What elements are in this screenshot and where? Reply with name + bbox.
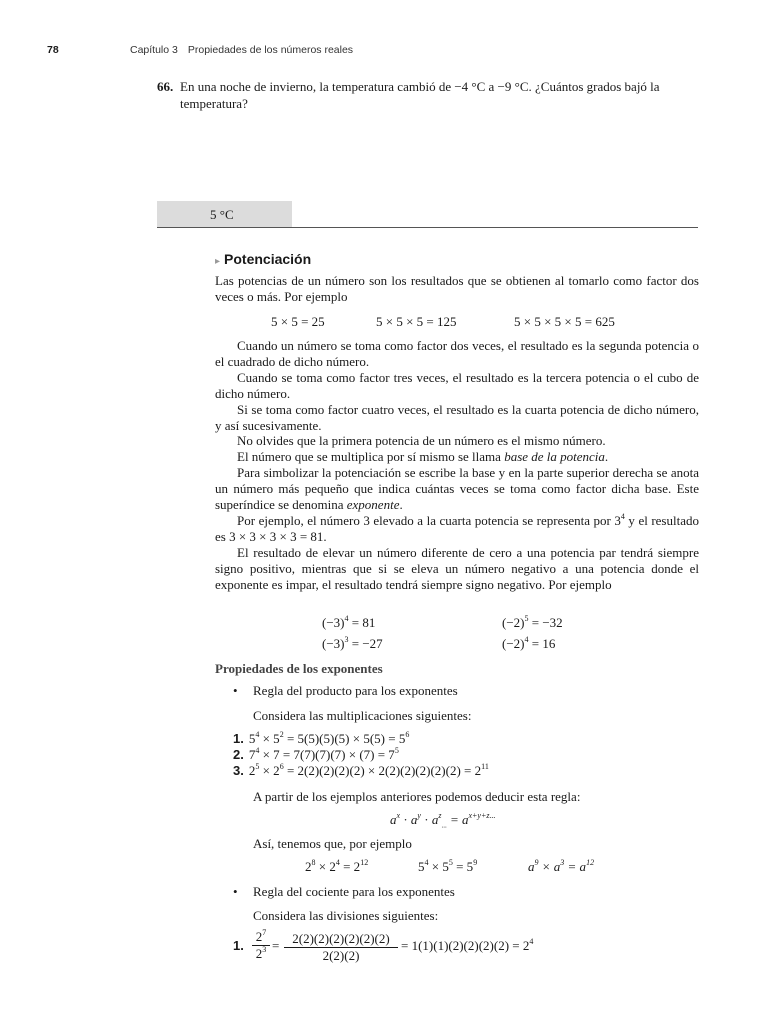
term-base: base de la potencia [504, 449, 605, 465]
asi-text: Así, tenemos que, por ejemplo [253, 836, 412, 851]
page-number: 78 [47, 44, 59, 56]
body-paragraphs [215, 338, 699, 593]
bullet-icon: • [233, 884, 238, 899]
exercise-number: 66. [157, 79, 174, 94]
answer-text: 5 °C [210, 207, 234, 222]
section-heading [215, 251, 311, 268]
product-item: 3. $2^5 \times 2^6 = 2(2)(2)(2)(2) \times 2(2)(2)(2)(2)(2) = 2^{11}$ [233, 761, 489, 778]
product-item: 1. $5^4 \times 5^2 = 5(5)(5)(5) \times 5(5) = 5^6$ [233, 729, 410, 746]
paragraph-cube: Cuando se toma como factor tres veces, el resultado es la tercera potencia o el cubo de dicho número. [215, 369, 699, 401]
paragraph-exponent: Para simbolizar la potenciación se escribe la base y en la parte superior derecha se anota un número más pequeño que indica cuántas veces se toma como factor dicha base. Este superíndice se denomina exponente. [215, 465, 699, 513]
exercise-66 [157, 78, 699, 112]
consider-multiplications: Considera las multiplicaciones siguientes: [253, 708, 472, 723]
sign-example: $(-2)^5 = -32$ [502, 613, 563, 630]
product-example: $a^9 \times a^3 = a^{12}$ [528, 857, 595, 874]
division-number: 1. [233, 938, 244, 953]
division-result: = $1(1)(1)(2)(2)(2)(2) = 2^4$ [401, 936, 534, 953]
bullet-icon: • [233, 683, 238, 698]
answer-divider [157, 227, 698, 228]
division-equals: = [272, 938, 280, 953]
sign-example: $(-3)^4 = 81$ [322, 613, 376, 630]
triangle-bullet-icon: ▸ [215, 256, 221, 267]
running-head [130, 44, 353, 56]
division-fraction-expanded: 2(2)(2)(2)(2)(2)(2) 2(2)(2) [284, 931, 398, 964]
paragraph-base: El número que se multiplica por sí mismo se llama base de la potencia. [237, 449, 609, 465]
section-title: Potenciación [224, 251, 312, 267]
paragraph-first-power: No olvides que la primera potencia de un número es el mismo número. [237, 433, 606, 449]
power-example-3: 5 × 5 × 5 × 5 = 625 [514, 314, 615, 329]
paragraph-fourth: Si se toma como factor cuatro veces, el resultado es la cuarta potencia de dicho número, y así sucesivamente. [215, 401, 699, 433]
power-example-1: 5 × 5 = 25 [271, 314, 325, 329]
paragraph-example-3-4: Por ejemplo, el número 3 elevado a la cuarta potencia se representa por $3^4$ y el resultado es 3 × 3 × 3 × 3 = 81. [215, 511, 699, 544]
exercise-text: En una noche de invierno, la temperatura cambió de −4 °C a −9 °C. ¿Cuántos grados bajó la temperatura? [180, 79, 660, 111]
deduce-text: A partir de los ejemplos anteriores podemos deducir esta regla: [253, 789, 581, 804]
paragraph-square: Cuando un número se toma como factor dos veces, el resultado es la segunda potencia o el cuadrado de dicho número. [215, 338, 699, 369]
product-item: 2. $7^4 \times 7 = 7(7)(7)(7) \times (7) = 7^5$ [233, 745, 399, 762]
bullet-product-rule: • Regla del producto para los exponentes [233, 683, 458, 698]
consider-divisions: Considera las divisiones siguientes: [253, 908, 439, 923]
product-example: $5^4 \times 5^5 = 5^9$ [418, 857, 478, 874]
product-example: $2^8 \times 2^4 = 2^{12}$ [305, 857, 369, 874]
intro-paragraph [215, 273, 699, 305]
division-fraction-left: $2^7$ $2^3$ [252, 929, 270, 962]
power-example-2: 5 × 5 × 5 = 125 [376, 314, 457, 329]
chapter-title: Propiedades de los números reales [187, 44, 354, 56]
sign-example: $(-2)^4 = 16$ [502, 634, 556, 651]
exponents-heading: Propiedades de los exponentes [215, 661, 383, 676]
general-product-rule: $a^x \cdot a^y \cdot a^z_{...} = a^{x+y+z...}$ [390, 810, 496, 830]
bullet-quotient-rule: • Regla del cociente para los exponentes [233, 884, 455, 899]
chapter-label: Capítulo 3 [130, 44, 178, 56]
intro-text: Las potencias de un número son los resultados que se obtienen al tomarlo como factor dos veces o más. Por ejemplo [215, 273, 699, 304]
term-exponent: exponente [346, 497, 400, 513]
sign-example: $(-3)^3 = -27$ [322, 634, 383, 651]
paragraph-sign-rule: El resultado de elevar un número diferente de cero a una potencia par tendrá siempre signo positivo, mientras que si se eleva un número negativo a una potencia donde el exponente es impar, el resultado tendrá siempre signo negativo. Por ejemplo [215, 544, 699, 592]
